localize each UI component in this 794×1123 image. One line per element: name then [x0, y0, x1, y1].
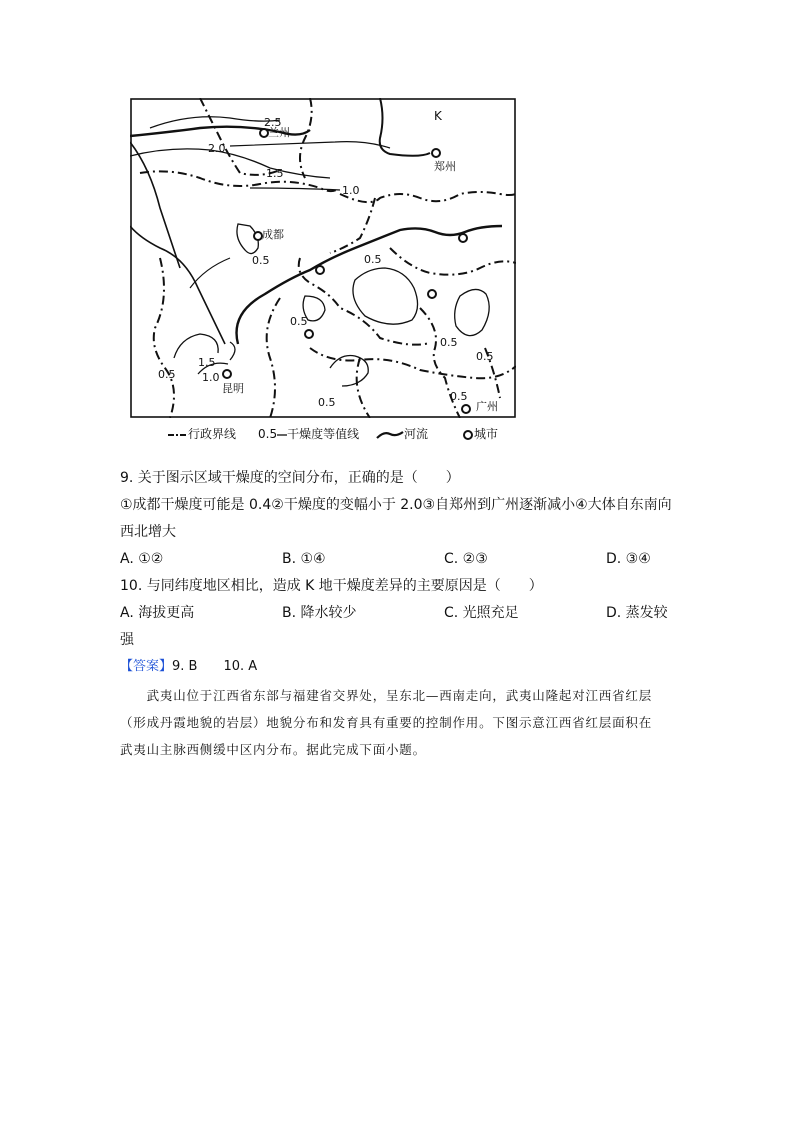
contour-line-icon	[277, 430, 287, 440]
question-10-option-b[interactable]: B. 降水较少	[282, 605, 357, 621]
question-10-option-c[interactable]: C. 光照充足	[444, 605, 519, 621]
river-line-icon	[376, 429, 404, 441]
dash-dot-line-icon	[168, 430, 188, 440]
city-circle-icon	[462, 429, 474, 441]
answer-line	[120, 656, 257, 678]
question-10-stem: 10. 与同纬度地区相比，造成 K 地干燥度差异的主要原因是（ ）	[120, 578, 543, 594]
legend-river-label: 河流	[404, 427, 429, 441]
contour-label: 1.0	[342, 184, 360, 197]
question-9-statements-line2: 西北增大	[120, 524, 176, 540]
city-lanzhou-marker	[260, 129, 268, 137]
question-10-option-d[interactable]: D. 蒸发较	[606, 605, 668, 621]
passage-line-3: 武夷山主脉西侧缓中区内分布。据此完成下面小题。	[120, 742, 426, 757]
city-zhengzhou-marker	[432, 149, 440, 157]
legend-contour	[258, 424, 359, 444]
admin-boundaries	[140, 98, 516, 418]
question-9-option-b[interactable]: B. ①④	[282, 551, 326, 567]
contour-label: 0.5	[252, 254, 270, 267]
contour-label: 1.5	[266, 167, 284, 180]
contour-label: 0.5	[440, 336, 458, 349]
city-guangzhou-marker	[462, 405, 470, 413]
question-9-statements-line1: ①成都干燥度可能是 0.4②干燥度的变幅小于 2.0③自郑州到广州逐渐减小④大体自东南向	[120, 497, 672, 513]
city-marker-b	[428, 290, 436, 298]
contour-label: 0.5	[450, 390, 468, 403]
city-chengdu-marker	[254, 232, 262, 240]
contour-label: 2.5	[264, 116, 282, 129]
contour-label: 1.5	[198, 356, 216, 369]
legend-contour-value: 0.5	[258, 427, 278, 441]
contour-label: 0.5	[290, 315, 308, 328]
label-chengdu: 成都	[262, 228, 284, 241]
city-kunming-marker	[223, 370, 231, 378]
answer-label: 【答案】	[120, 659, 173, 674]
label-kunming: 昆明	[222, 382, 244, 395]
passage-line-1: 武夷山位于江西省东部与福建省交界处，呈东北—西南走向，武夷山隆起对江西省红层	[120, 688, 653, 703]
city-markers	[223, 129, 470, 413]
river-upper-yangtze	[130, 226, 225, 344]
label-k: K	[434, 109, 442, 123]
river-yellow-lower	[230, 142, 390, 148]
contour-label: 0.5	[476, 350, 494, 363]
legend-city	[462, 424, 498, 444]
contour-label: 0.5	[364, 253, 382, 266]
legend-boundary	[168, 424, 236, 444]
contour-label: 2.0	[208, 142, 226, 155]
legend-city-label: 城市	[474, 427, 499, 441]
contour-label: 0.5	[318, 396, 336, 409]
city-marker-c	[305, 330, 313, 338]
river-west-branch	[130, 142, 180, 268]
city-marker-a	[316, 266, 324, 274]
question-9-option-c[interactable]: C. ②③	[444, 551, 488, 567]
question-10-option-a[interactable]: A. 海拔更高	[120, 605, 195, 621]
answer-value: 9. B 10. A	[172, 659, 258, 674]
label-lanzhou: 兰州	[268, 126, 290, 139]
label-zhengzhou: 郑州	[434, 160, 456, 173]
contour-label: 1.0	[202, 371, 220, 384]
passage-line-2: （形成丹霞地貌的岩层）地貌分布和发育具有重要的控制作用。下图示意江西省红层面积在	[120, 715, 653, 730]
city-marker-d	[459, 234, 467, 242]
map-legend	[168, 424, 528, 444]
label-guangzhou: 广州	[476, 400, 498, 413]
question-9-stem: 9. 关于图示区域干燥度的空间分布，正确的是（ ）	[120, 470, 460, 486]
legend-river	[376, 424, 428, 444]
question-9-option-a[interactable]: A. ①②	[120, 551, 164, 567]
question-10-option-d-wrap: 强	[120, 632, 134, 648]
legend-boundary-label: 行政界线	[188, 427, 237, 441]
question-9-option-d[interactable]: D. ③④	[606, 551, 651, 567]
map-frame	[131, 99, 515, 417]
dryness-contour-map	[130, 98, 516, 418]
contour-label: 0.5	[158, 368, 176, 381]
legend-contour-label: 干燥度等值线	[287, 427, 360, 441]
